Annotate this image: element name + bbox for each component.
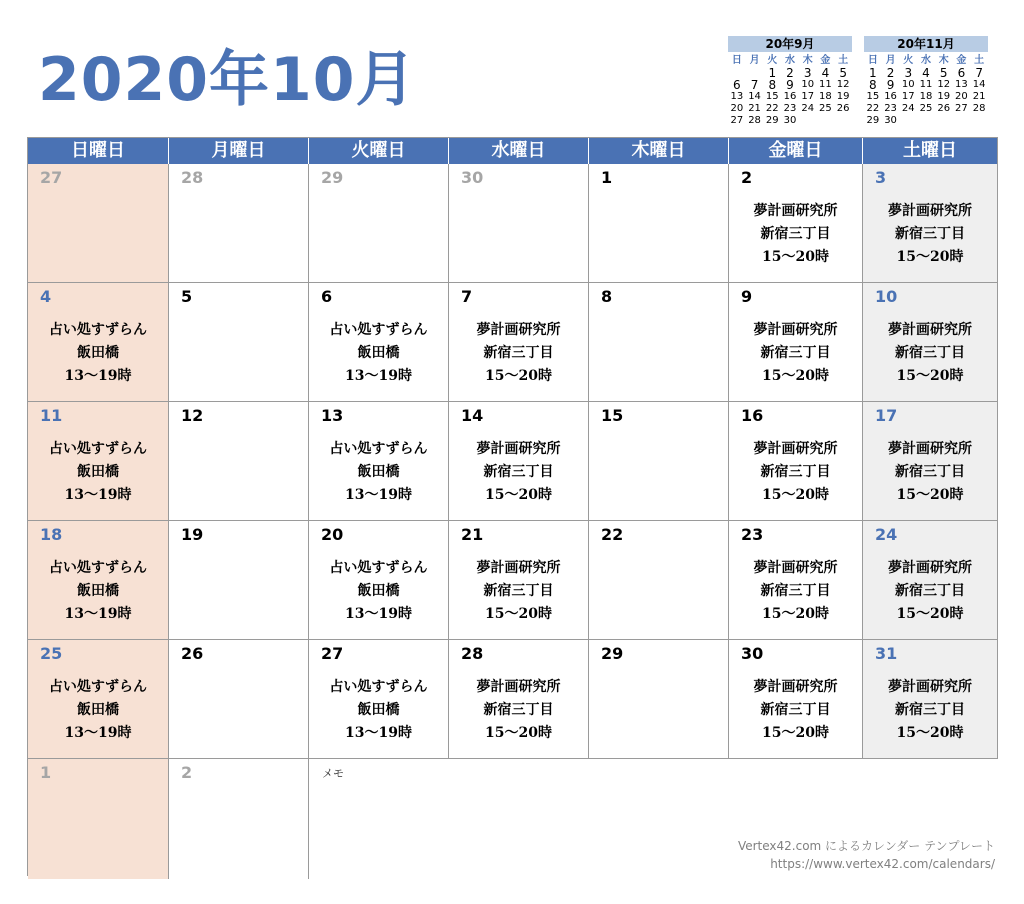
- mini-weekday: 土: [838, 55, 849, 66]
- mini-day: 9: [886, 78, 895, 92]
- event-time: 15〜20時: [485, 368, 552, 384]
- event-location: 飯田橋: [357, 702, 400, 718]
- event-name: 夢計画研究所: [888, 203, 972, 219]
- mini-day: 6: [957, 66, 966, 80]
- event-entry: [28, 438, 168, 507]
- day-number: 27: [321, 644, 344, 663]
- day-cell[interactable]: [729, 283, 863, 402]
- mini-day: [970, 115, 988, 127]
- event-location: 新宿三丁目: [483, 345, 554, 361]
- mini-day: 30: [884, 115, 897, 126]
- mini-day: 5: [839, 66, 847, 80]
- day-number: 30: [461, 168, 484, 187]
- day-cell[interactable]: [28, 283, 169, 402]
- day-cell[interactable]: [449, 283, 589, 402]
- mini-day: 6: [733, 78, 741, 92]
- mini-calendar-prev: [728, 36, 852, 127]
- mini-day: 21: [748, 103, 761, 114]
- weekday-header: 日曜日: [28, 138, 169, 164]
- event-location: 新宿三丁目: [760, 226, 831, 242]
- day-cell[interactable]: [28, 164, 169, 283]
- event-location: 新宿三丁目: [760, 583, 831, 599]
- event-time: 15〜20時: [762, 606, 829, 622]
- day-cell[interactable]: [309, 164, 449, 283]
- mini-day: 21: [972, 91, 986, 102]
- mini-day: 16: [783, 91, 797, 102]
- event-time: 15〜20時: [896, 368, 964, 384]
- day-cell[interactable]: [309, 521, 449, 640]
- mini-weekday: 日: [867, 55, 878, 66]
- day-number: 6: [321, 287, 333, 306]
- day-cell[interactable]: [28, 640, 169, 759]
- mini-day: 18: [919, 91, 933, 102]
- day-number: 3: [875, 168, 887, 187]
- mini-day: 27: [955, 103, 968, 114]
- day-cell[interactable]: [589, 402, 729, 521]
- day-cell[interactable]: [169, 640, 309, 759]
- event-entry: [729, 557, 862, 626]
- day-cell[interactable]: [449, 164, 589, 283]
- mini-day: 16: [884, 91, 897, 102]
- day-number: 2: [741, 168, 753, 187]
- mini-day: 22: [765, 103, 779, 114]
- mini-day: [917, 115, 935, 127]
- mini-day: 29: [765, 115, 779, 126]
- day-number: 23: [741, 525, 764, 544]
- day-number: 5: [181, 287, 193, 306]
- mini-weekday: 火: [903, 55, 914, 66]
- day-number: 19: [181, 525, 204, 544]
- day-number: 16: [741, 406, 764, 425]
- event-entry: [729, 676, 862, 745]
- event-entry: [863, 557, 997, 626]
- event-entry: [729, 200, 862, 269]
- day-number: 31: [875, 644, 898, 663]
- day-number: 11: [40, 406, 63, 425]
- mini-day: [899, 115, 917, 127]
- event-entry: [729, 438, 862, 507]
- weekday-header: 水曜日: [449, 138, 589, 164]
- event-time: 13〜19時: [64, 606, 132, 622]
- day-number: 28: [461, 644, 484, 663]
- event-time: 13〜19時: [345, 725, 412, 741]
- mini-day: 19: [836, 91, 850, 102]
- mini-day: 7: [975, 66, 983, 80]
- day-cell[interactable]: [863, 640, 997, 759]
- event-location: 新宿三丁目: [895, 345, 965, 361]
- mini-day: 15: [866, 91, 880, 102]
- day-number: 27: [40, 168, 63, 187]
- day-number: 28: [181, 168, 204, 187]
- day-cell[interactable]: [169, 402, 309, 521]
- day-number: 14: [461, 406, 484, 425]
- mini-calendar-next-title: 20年11月: [864, 36, 988, 52]
- event-time: 15〜20時: [485, 725, 552, 741]
- event-name: 占い処すずらん: [48, 322, 148, 338]
- event-name: 夢計画研究所: [888, 679, 972, 695]
- event-entry: [28, 319, 168, 388]
- event-entry: [449, 438, 588, 507]
- day-number: 18: [40, 525, 63, 544]
- mini-day: [799, 115, 817, 127]
- memo-area[interactable]: [309, 759, 999, 879]
- day-cell[interactable]: [169, 759, 309, 879]
- day-number: 12: [181, 406, 204, 425]
- day-cell[interactable]: [863, 164, 997, 283]
- event-entry: [863, 319, 997, 388]
- weekday-header: 土曜日: [903, 140, 957, 161]
- day-cell[interactable]: [309, 402, 449, 521]
- memo-label: メモ: [322, 767, 344, 780]
- event-location: 飯田橋: [77, 702, 119, 718]
- event-entry: [309, 319, 448, 388]
- day-number: 20: [321, 525, 344, 544]
- event-name: 占い処すずらん: [329, 322, 428, 338]
- event-time: 15〜20時: [896, 725, 964, 741]
- mini-day: 8: [768, 78, 777, 92]
- mini-weekday: 日: [731, 55, 742, 66]
- event-time: 15〜20時: [762, 368, 829, 384]
- day-cell[interactable]: [28, 759, 169, 879]
- event-name: 夢計画研究所: [888, 560, 972, 576]
- mini-day: 14: [748, 91, 761, 102]
- day-number: 4: [40, 287, 52, 306]
- day-cell[interactable]: [863, 521, 997, 640]
- day-number: 10: [875, 287, 898, 306]
- event-entry: [309, 557, 448, 626]
- mini-day: 27: [730, 115, 744, 126]
- mini-day: 4: [922, 66, 930, 80]
- weekday-header: 木曜日: [589, 138, 729, 164]
- mini-day: 24: [801, 103, 815, 114]
- event-location: 新宿三丁目: [760, 464, 831, 480]
- mini-calendar-prev-title: 20年9月: [728, 36, 852, 52]
- day-cell[interactable]: [28, 521, 169, 640]
- mini-day: 1: [869, 66, 877, 80]
- mini-weekday: 月: [885, 55, 896, 66]
- day-cell[interactable]: [589, 283, 729, 402]
- event-location: 新宿三丁目: [895, 702, 965, 718]
- day-number: 24: [875, 525, 898, 544]
- day-cell[interactable]: [449, 521, 589, 640]
- mini-weekday: 木: [938, 55, 949, 66]
- day-number: 9: [741, 287, 753, 306]
- mini-day: 11: [819, 79, 832, 90]
- mini-day: 13: [730, 91, 744, 102]
- weekday-header-row: [28, 138, 997, 164]
- mini-day: 12: [836, 79, 850, 90]
- event-time: 13〜19時: [345, 368, 412, 384]
- event-location: 飯田橋: [357, 464, 400, 480]
- mini-weekday: 金: [956, 55, 967, 66]
- mini-day: 7: [750, 78, 759, 92]
- event-location: 飯田橋: [357, 345, 400, 361]
- mini-day: 17: [901, 91, 915, 102]
- event-name: 夢計画研究所: [753, 203, 838, 219]
- day-cell[interactable]: [28, 402, 169, 521]
- day-number: 25: [40, 644, 63, 663]
- mini-calendar-next: [864, 36, 988, 127]
- event-time: 15〜20時: [896, 606, 964, 622]
- event-name: 夢計画研究所: [476, 560, 561, 576]
- mini-day: 26: [937, 103, 951, 114]
- mini-day: 23: [884, 103, 897, 114]
- event-location: 新宿三丁目: [760, 702, 831, 718]
- event-time: 15〜20時: [485, 487, 552, 503]
- event-name: 夢計画研究所: [753, 679, 838, 695]
- page-title: 2020年10月: [38, 45, 417, 115]
- event-name: 占い処すずらん: [48, 441, 148, 457]
- day-cell[interactable]: [589, 640, 729, 759]
- mini-day: 3: [803, 66, 812, 80]
- event-time: 15〜20時: [485, 606, 552, 622]
- day-cell[interactable]: [729, 402, 863, 521]
- day-cell[interactable]: [169, 521, 309, 640]
- credit-line-2: https://www.vertex42.com/calendars/: [770, 857, 995, 871]
- mini-day: 20: [955, 91, 968, 102]
- mini-day: [953, 115, 971, 127]
- day-number: 26: [181, 644, 204, 663]
- day-number: 21: [461, 525, 484, 544]
- event-name: 占い処すずらん: [329, 441, 428, 457]
- day-cell[interactable]: [589, 521, 729, 640]
- mini-day: 2: [786, 66, 794, 80]
- event-entry: [729, 319, 862, 388]
- mini-day: 8: [869, 78, 877, 92]
- mini-day: 10: [801, 79, 815, 90]
- mini-day: 11: [919, 79, 933, 90]
- calendar-last-row: [28, 759, 997, 879]
- event-time: 15〜20時: [896, 249, 964, 265]
- mini-weekday: 月: [749, 55, 760, 66]
- mini-calendar-prev-grid: [728, 54, 852, 127]
- day-number: 22: [601, 525, 624, 544]
- event-time: 13〜19時: [64, 487, 132, 503]
- mini-day: 12: [937, 79, 951, 90]
- mini-day: 4: [821, 66, 830, 80]
- day-number: 29: [601, 644, 624, 663]
- day-number: 30: [741, 644, 764, 663]
- event-location: 新宿三丁目: [760, 345, 831, 361]
- event-location: 新宿三丁目: [483, 583, 554, 599]
- day-cell[interactable]: [589, 164, 729, 283]
- mini-day: 28: [972, 103, 986, 114]
- event-name: 占い処すずらん: [48, 679, 148, 695]
- credit-line-1: Vertex42.com によるカレンダー テンプレート: [737, 839, 995, 853]
- event-name: 夢計画研究所: [476, 679, 561, 695]
- event-name: 夢計画研究所: [753, 322, 838, 338]
- month-calendar: [27, 137, 998, 876]
- event-name: 夢計画研究所: [476, 322, 561, 338]
- mini-day: [834, 115, 852, 127]
- mini-day: 25: [919, 103, 933, 114]
- day-cell[interactable]: [729, 640, 863, 759]
- mini-day: 28: [748, 115, 761, 126]
- event-time: 13〜19時: [64, 725, 132, 741]
- mini-day: 18: [819, 91, 832, 102]
- day-number: 15: [601, 406, 624, 425]
- credit: [738, 837, 995, 873]
- event-location: 飯田橋: [77, 464, 119, 480]
- mini-weekday: 土: [974, 55, 985, 66]
- event-name: 夢計画研究所: [476, 441, 561, 457]
- day-number: 1: [40, 763, 52, 782]
- mini-day: 24: [901, 103, 915, 114]
- weekday-header: 月曜日: [169, 138, 309, 164]
- event-entry: [309, 676, 448, 745]
- day-number: 29: [321, 168, 344, 187]
- mini-day: 5: [939, 66, 948, 80]
- day-cell[interactable]: [863, 402, 997, 521]
- event-entry: [863, 676, 997, 745]
- mini-day: 22: [866, 103, 880, 114]
- day-cell[interactable]: [169, 283, 309, 402]
- mini-day: 1: [768, 66, 777, 80]
- mini-day: 10: [901, 79, 915, 90]
- mini-day: 2: [886, 66, 895, 80]
- day-number: 7: [461, 287, 473, 306]
- event-name: 占い処すずらん: [48, 560, 148, 576]
- event-time: 15〜20時: [762, 725, 829, 741]
- mini-calendar-next-grid: [864, 54, 988, 127]
- event-name: 夢計画研究所: [753, 441, 838, 457]
- weekday-header: 火曜日: [309, 138, 449, 164]
- event-time: 13〜19時: [345, 606, 412, 622]
- event-name: 夢計画研究所: [888, 322, 972, 338]
- day-number: 2: [181, 763, 193, 782]
- event-time: 15〜20時: [762, 249, 829, 265]
- day-cell[interactable]: [449, 640, 589, 759]
- event-location: 飯田橋: [77, 345, 119, 361]
- event-entry: [309, 438, 448, 507]
- day-number: 1: [601, 168, 613, 187]
- day-cell[interactable]: [169, 164, 309, 283]
- mini-weekday: 木: [802, 55, 813, 66]
- event-entry: [449, 557, 588, 626]
- event-location: 飯田橋: [357, 583, 400, 599]
- day-cell[interactable]: [309, 283, 449, 402]
- mini-day: [817, 115, 835, 127]
- mini-day: 15: [765, 91, 779, 102]
- day-cell[interactable]: [729, 521, 863, 640]
- event-location: 新宿三丁目: [895, 583, 965, 599]
- event-entry: [28, 557, 168, 626]
- event-entry: [449, 676, 588, 745]
- weekday-header: 金曜日: [729, 138, 863, 164]
- mini-weekday: 水: [920, 55, 931, 66]
- event-location: 新宿三丁目: [483, 464, 554, 480]
- event-location: 新宿三丁目: [895, 226, 965, 242]
- mini-day: 23: [783, 103, 797, 114]
- event-entry: [863, 438, 997, 507]
- day-number: 17: [875, 406, 898, 425]
- event-time: 13〜19時: [345, 487, 412, 503]
- mini-day: 3: [904, 66, 913, 80]
- event-name: 夢計画研究所: [888, 441, 972, 457]
- day-number: 13: [321, 406, 344, 425]
- day-cell[interactable]: [863, 283, 997, 402]
- event-entry: [863, 200, 997, 269]
- event-time: 15〜20時: [762, 487, 829, 503]
- day-cell[interactable]: [729, 164, 863, 283]
- calendar-weeks: [28, 164, 997, 759]
- day-number: 8: [601, 287, 613, 306]
- mini-day: 30: [783, 115, 797, 126]
- event-location: 新宿三丁目: [483, 702, 554, 718]
- event-name: 占い処すずらん: [329, 679, 428, 695]
- mini-weekday: 金: [820, 55, 831, 66]
- day-cell[interactable]: [309, 640, 449, 759]
- mini-day: 14: [972, 79, 986, 90]
- mini-day: 29: [866, 115, 880, 126]
- mini-day: 25: [819, 103, 832, 114]
- event-name: 夢計画研究所: [753, 560, 838, 576]
- mini-weekday: 水: [784, 55, 795, 66]
- day-cell[interactable]: [449, 402, 589, 521]
- mini-day: 9: [786, 78, 794, 92]
- mini-day: 17: [801, 91, 815, 102]
- event-entry: [28, 676, 168, 745]
- event-time: 13〜19時: [64, 368, 132, 384]
- mini-day: [935, 115, 953, 127]
- mini-day: 20: [730, 103, 744, 114]
- event-location: 飯田橋: [77, 583, 119, 599]
- mini-day: 13: [955, 79, 968, 90]
- mini-day: 19: [937, 91, 951, 102]
- mini-weekday: 火: [767, 55, 778, 66]
- event-name: 占い処すずらん: [329, 560, 428, 576]
- event-time: 15〜20時: [896, 487, 964, 503]
- event-entry: [449, 319, 588, 388]
- event-location: 新宿三丁目: [895, 464, 965, 480]
- mini-day: 26: [836, 103, 850, 114]
